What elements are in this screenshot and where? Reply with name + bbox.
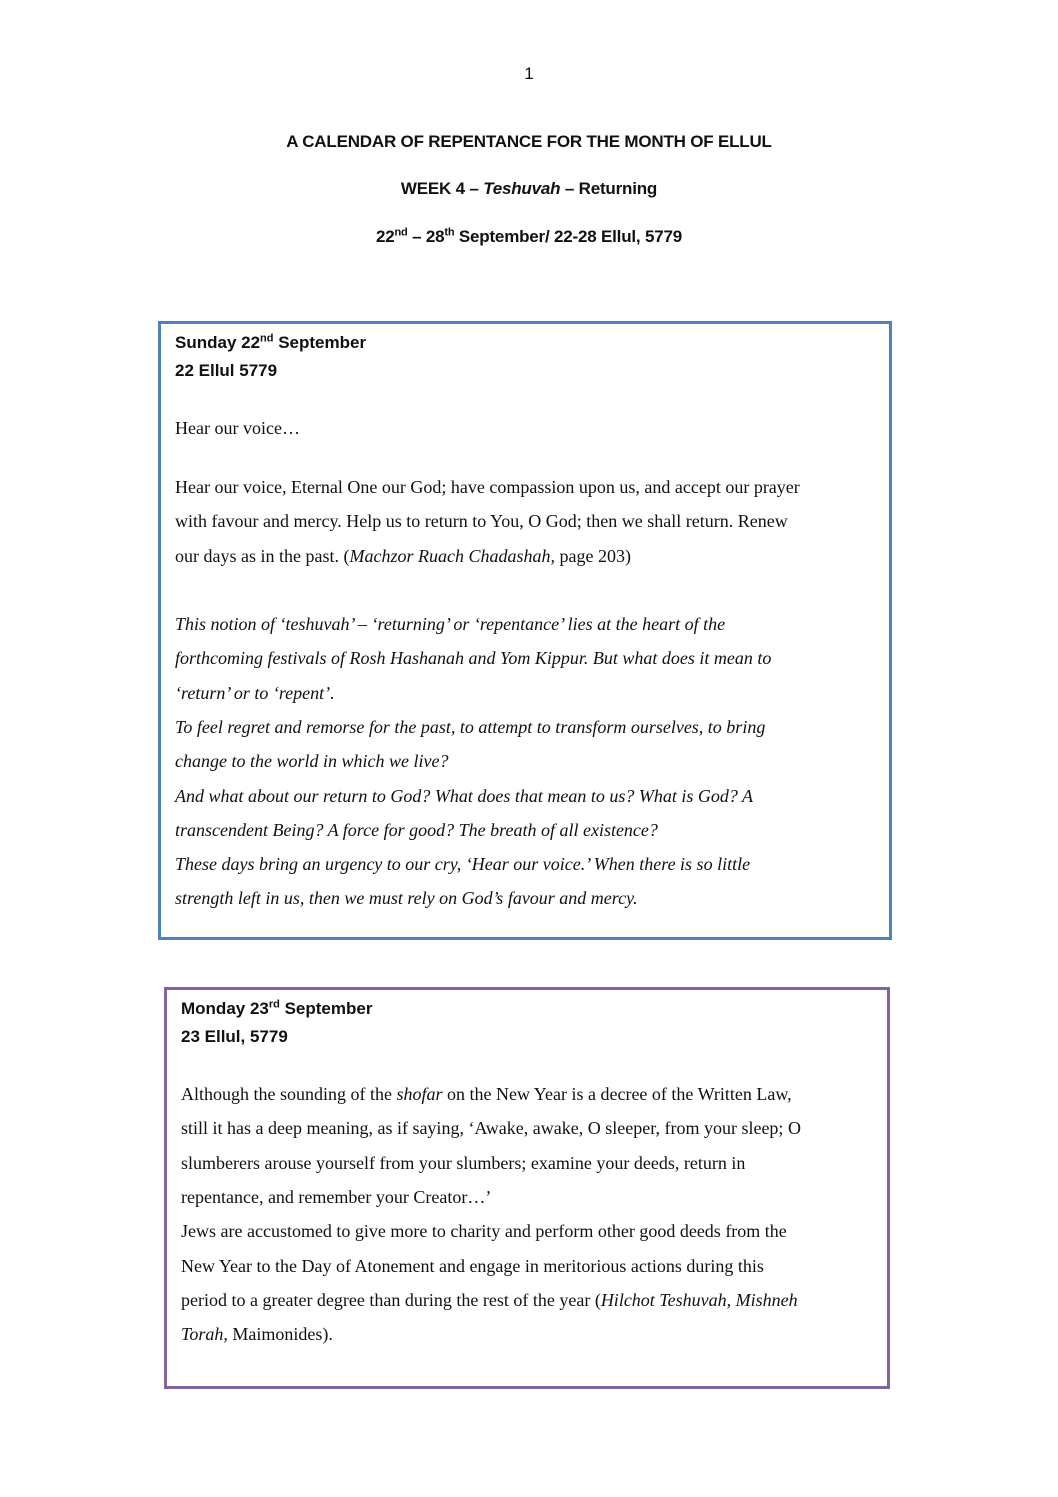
sunday-reflection-line: This notion of ‘teshuvah’ – ‘returning’ or ‘repentance’ lies at the heart of the <box>175 614 726 634</box>
monday-date <box>181 995 372 1023</box>
date-range-heading <box>0 227 1058 247</box>
source-title-part2: Torah, <box>181 1324 228 1344</box>
sunday-reflection-line: forthcoming festivals of Rosh Hashanah and Yom Kippur. But what does it mean to <box>175 648 772 668</box>
monday-date-prefix: Monday 23 <box>181 999 269 1018</box>
monday-date-suffix: September <box>279 999 373 1018</box>
week-suffix: – Returning <box>560 179 658 198</box>
sunday-reflection-line: And what about our return to God? What does that mean to us? What is God? A <box>175 786 753 806</box>
range-start: 22 <box>376 227 395 246</box>
document-title: A CALENDAR OF REPENTANCE FOR THE MONTH OF ELLUL <box>286 132 772 151</box>
monday-text-line <box>181 1077 792 1111</box>
monday-text-line: Jews are accustomed to give more to charity and perform other good deeds from the <box>181 1221 787 1241</box>
sunday-reflection-line: These days bring an urgency to our cry, ‘Hear our voice.’ When there is so little <box>175 854 751 874</box>
week-heading <box>0 179 1058 199</box>
range-rest: September/ 22-28 Ellul, 5779 <box>454 227 682 246</box>
sunday-reflection-line: change to the world in which we live? <box>175 751 449 771</box>
sunday-date-suffix: September <box>273 333 367 352</box>
range-end-sup: th <box>444 226 455 239</box>
sunday-reflection-line: transcendent Being? A force for good? The breath of all existence? <box>175 820 658 840</box>
monday-text-line <box>181 1283 798 1317</box>
sunday-date-prefix: Sunday 22 <box>175 333 261 352</box>
sunday-prayer-line: Hear our voice, Eternal One our God; have compassion upon us, and accept our prayer <box>175 477 800 497</box>
sunday-subheading: Hear our voice… <box>175 418 300 438</box>
monday-text-line: slumberers arouse yourself from your slumbers; examine your deeds, return in <box>181 1153 746 1173</box>
line1-prefix: Although the sounding of the <box>181 1084 397 1104</box>
week-italic: Teshuvah <box>483 179 561 198</box>
sunday-reflection-line: To feel regret and remorse for the past, to attempt to transform ourselves, to bring <box>175 717 766 737</box>
sunday-reflection-line: ‘return’ or to ‘repent’. <box>175 683 335 703</box>
sunday-date-sup: nd <box>260 332 274 345</box>
prayer-source-title: Machzor Ruach Chadashah, <box>349 546 555 566</box>
monday-text-line <box>181 1317 333 1351</box>
monday-date-sup: rd <box>268 998 280 1011</box>
week-prefix: WEEK 4 – <box>400 179 484 198</box>
monday-text-line: still it has a deep meaning, as if saying, ‘Awake, awake, O sleeper, from your sleep; O <box>181 1118 801 1138</box>
sunday-prayer-line <box>175 539 631 573</box>
sunday-date <box>175 329 366 357</box>
source-title-part1: Hilchot Teshuvah, Mishneh <box>600 1290 798 1310</box>
monday-text-line: New Year to the Day of Atonement and engage in meritorious actions during this <box>181 1256 764 1276</box>
sunday-hebrew-date: 22 Ellul 5779 <box>175 361 278 380</box>
monday-text-line: repentance, and remember your Creator…’ <box>181 1187 492 1207</box>
monday-hebrew-date: 23 Ellul, 5779 <box>181 1027 288 1046</box>
line1-suffix: on the New Year is a decree of the Written Law, <box>442 1084 792 1104</box>
range-start-sup: nd <box>394 226 408 239</box>
line8-suffix: Maimonides). <box>227 1324 333 1344</box>
line7-prefix: period to a greater degree than during the rest of the year ( <box>181 1290 601 1310</box>
shofar-word: shofar <box>396 1084 443 1104</box>
prayer-last-prefix: our days as in the past. ( <box>175 546 350 566</box>
page-number: 1 <box>524 64 534 83</box>
prayer-last-suffix: page 203) <box>554 546 631 566</box>
range-end: – 28 <box>407 227 445 246</box>
sunday-prayer-line: with favour and mercy. Help us to return to You, O God; then we shall return. Renew <box>175 511 788 531</box>
sunday-reflection-line: strength left in us, then we must rely on God’s favour and mercy. <box>175 888 638 908</box>
